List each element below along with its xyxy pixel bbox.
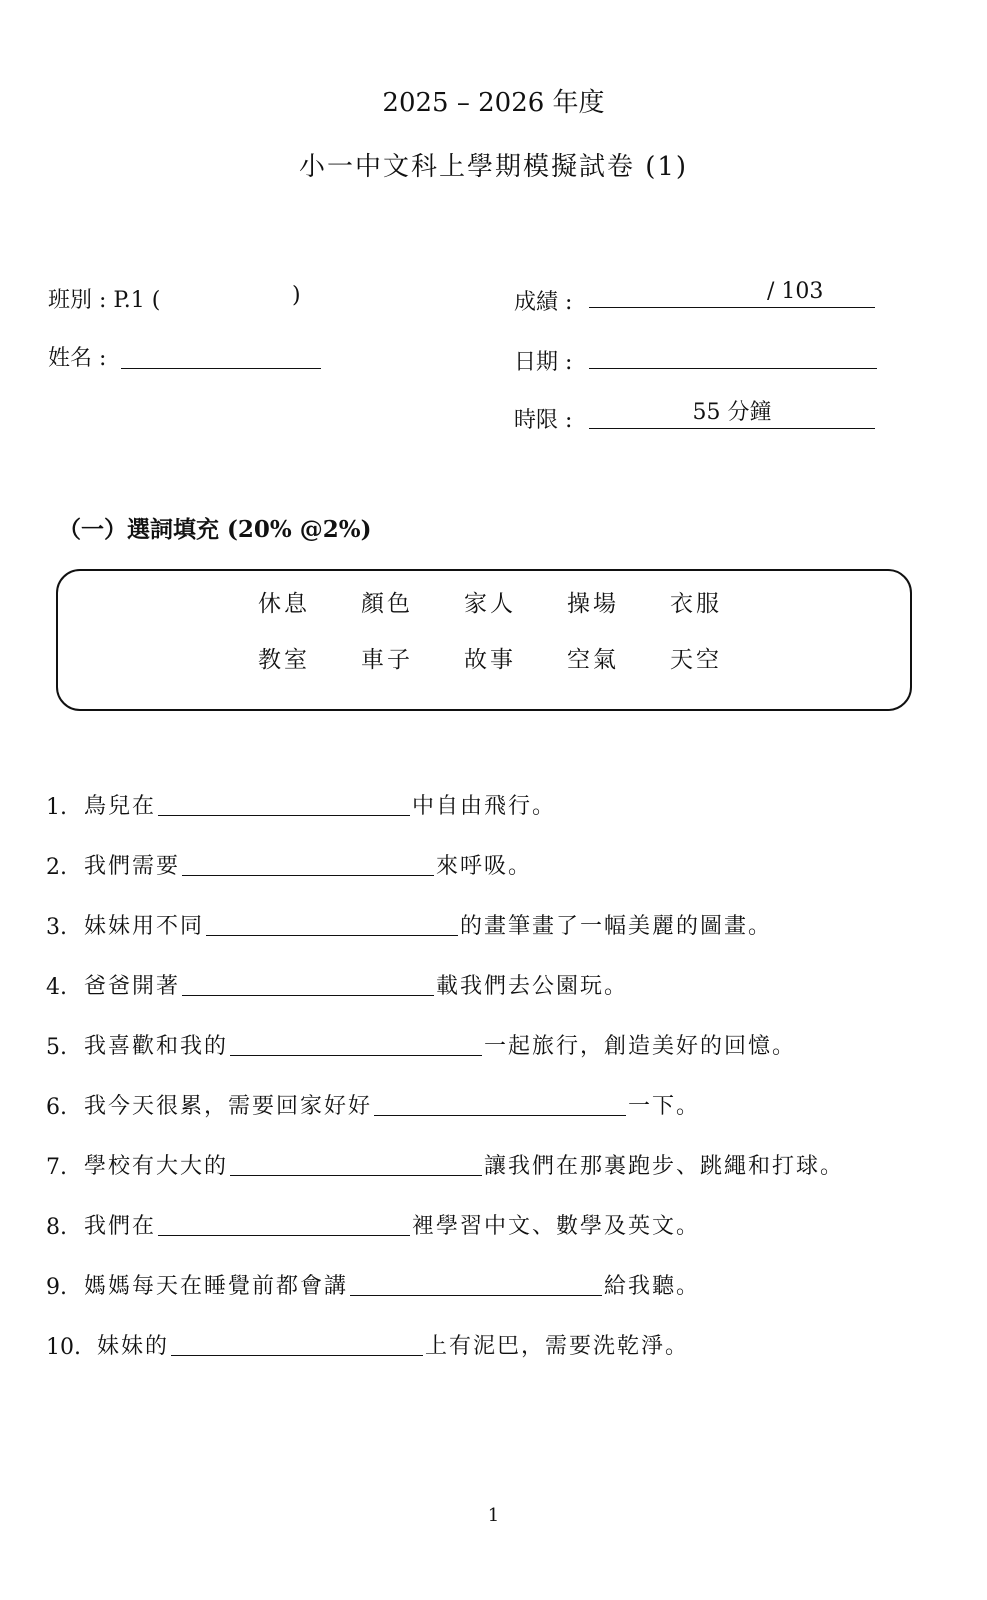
question-text-before: 我們需要 [84, 854, 181, 879]
word-bank-item: 空氣 [567, 647, 619, 673]
question-text-after: 的畫筆畫了一幅美麗的圖畫。 [460, 914, 773, 939]
question-number: 4. [46, 975, 67, 1000]
question-text-before: 妹妹用不同 [84, 914, 205, 939]
question-6 [46, 1086, 700, 1120]
question-text-before: 學校有大大的 [84, 1154, 229, 1179]
question-text-after: 一下。 [628, 1094, 701, 1119]
question-text-before: 鳥兒在 [84, 794, 157, 819]
question-3 [46, 906, 772, 940]
word-bank-item: 教室 [258, 647, 310, 673]
word-bank-item: 休息 [258, 591, 310, 617]
word-bank-item: 天空 [670, 647, 722, 673]
answer-blank[interactable] [182, 971, 434, 996]
question-number: 9. [46, 1275, 67, 1300]
word-bank-item: 家人 [464, 591, 516, 617]
question-number: 5. [46, 1035, 67, 1060]
class-close-paren: ) [292, 283, 301, 308]
date-label: 日期 : [514, 350, 573, 375]
word-bank [56, 569, 912, 711]
score-field[interactable] [589, 279, 875, 308]
class-label: 班別 : P.1 ( [48, 288, 161, 313]
question-5 [46, 1026, 796, 1060]
answer-blank[interactable] [182, 851, 434, 876]
word-bank-item: 操場 [567, 591, 619, 617]
question-number: 1. [46, 795, 67, 820]
score-total: / 103 [767, 279, 824, 304]
question-text-after: 一起旅行，創造美好的回憶。 [484, 1034, 797, 1059]
name-label: 姓名 : [48, 346, 107, 371]
question-10 [46, 1326, 689, 1360]
question-text-before: 我今天很累，需要回家好好 [84, 1094, 373, 1119]
question-text-after: 給我聽。 [604, 1274, 701, 1299]
word-bank-grid [258, 587, 773, 677]
answer-blank[interactable] [230, 1151, 482, 1176]
question-number: 6. [46, 1095, 67, 1120]
answer-blank[interactable] [158, 791, 410, 816]
question-7 [46, 1146, 844, 1180]
question-text-before: 爸爸開著 [84, 974, 181, 999]
question-text-after: 載我們去公園玩。 [436, 974, 629, 999]
question-text-before: 媽媽每天在睡覺前都會講 [84, 1274, 349, 1299]
word-bank-item: 故事 [464, 647, 516, 673]
question-number: 10. [46, 1335, 81, 1360]
question-1 [46, 786, 556, 820]
score-label: 成績 : [514, 290, 573, 315]
paper-title: 小一中文科上學期模擬試卷 (1) [298, 152, 689, 182]
question-number: 7. [46, 1155, 67, 1180]
name-field[interactable] [121, 340, 321, 369]
date-field[interactable] [589, 340, 877, 369]
question-text-after: 來呼吸。 [436, 854, 533, 879]
time-label: 時限 : [514, 408, 573, 433]
question-9 [46, 1266, 700, 1300]
question-text-after: 裡學習中文、數學及英文。 [412, 1214, 701, 1239]
word-bank-item: 衣服 [670, 591, 722, 617]
question-number: 3. [46, 915, 67, 940]
question-8 [46, 1206, 700, 1240]
question-text-after: 讓我們在那裏跑步、跳繩和打球。 [484, 1154, 845, 1179]
question-4 [46, 966, 628, 1000]
question-2 [46, 846, 532, 880]
question-text-after: 上有泥巴，需要洗乾淨。 [425, 1334, 690, 1359]
question-text-before: 妹妹的 [97, 1334, 170, 1359]
question-text-after: 中自由飛行。 [412, 794, 557, 819]
answer-blank[interactable] [171, 1331, 423, 1356]
answer-blank[interactable] [350, 1271, 602, 1296]
question-text-before: 我喜歡和我的 [84, 1034, 229, 1059]
word-bank-item: 車子 [361, 647, 413, 673]
word-bank-item: 顏色 [361, 591, 413, 617]
question-number: 8. [46, 1215, 67, 1240]
question-number: 2. [46, 855, 67, 880]
question-text-before: 我們在 [84, 1214, 157, 1239]
answer-blank[interactable] [206, 911, 458, 936]
section-heading: （一）選詞填充 (20% @2%) [58, 516, 372, 543]
answer-blank[interactable] [230, 1031, 482, 1056]
time-field [589, 400, 875, 429]
time-value: 55 分鐘 [692, 400, 772, 425]
page-number: 1 [487, 1505, 500, 1526]
school-year: 2025 – 2026 年度 [382, 88, 605, 118]
answer-blank[interactable] [158, 1211, 410, 1236]
answer-blank[interactable] [374, 1091, 626, 1116]
